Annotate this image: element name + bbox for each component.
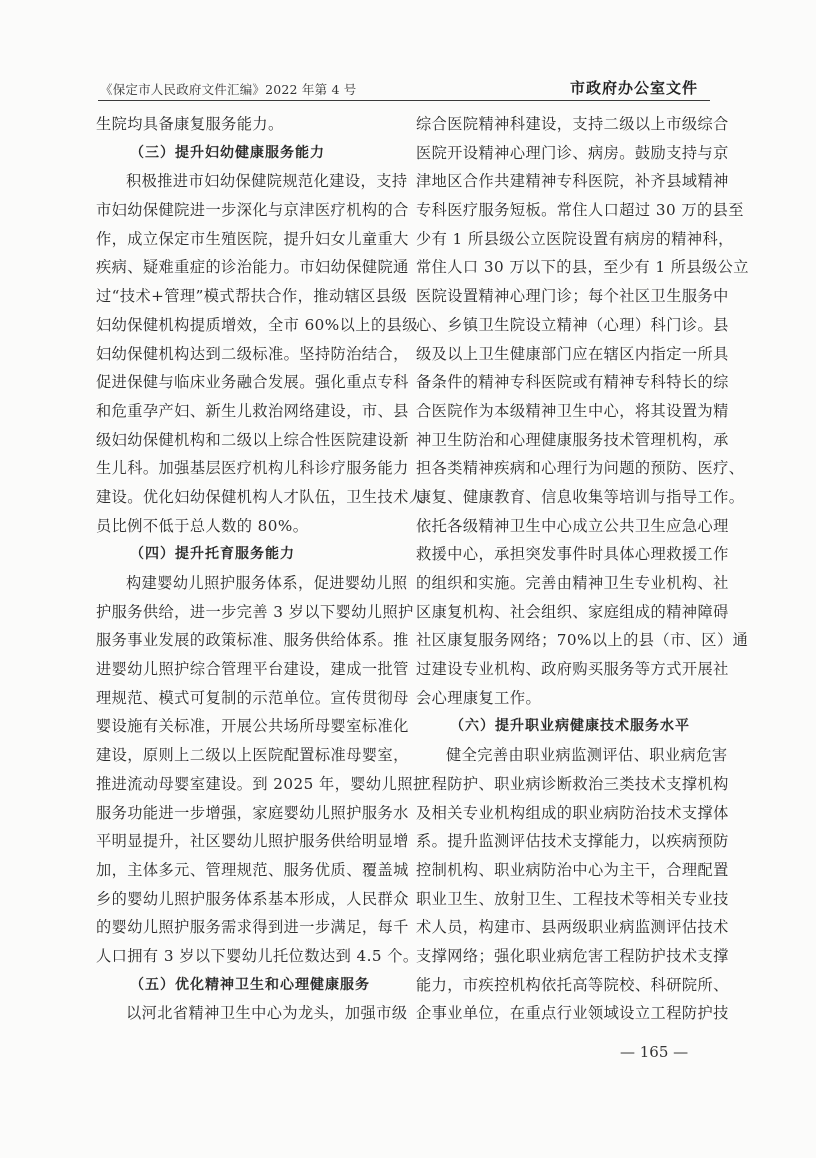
text-line: 支撑网络；强化职业病危害工程防护技术支撑	[416, 946, 729, 965]
text-line: 少有 1 所县级公立医院设置有病房的精神科，	[416, 229, 734, 248]
section-heading: （五）优化精神卫生和心理健康服务	[130, 976, 370, 993]
text-line: 生儿科。加强基层医疗机构儿科诊疗服务能力	[96, 459, 409, 478]
text-line: 婴设施有关标准，开展公共场所母婴室标准化	[96, 717, 409, 736]
text-line: 的组织和实施。完善由精神卫生专业机构、社	[416, 574, 729, 592]
text-line: 乡的婴幼儿照护服务体系基本形成，人民群众	[96, 889, 409, 908]
right-column	[416, 110, 749, 1028]
text-line: 合医院作为本级精神卫生中心，将其设置为精	[416, 401, 729, 420]
text-line: 护服务供给，进一步完善 3 岁以下婴幼儿照护	[96, 602, 414, 621]
section-heading: （六）提升职业病健康技术服务水平	[450, 718, 690, 735]
left-column	[96, 110, 429, 1028]
text-line: 救援中心，承担突发事件时具体心理救援工作	[416, 545, 729, 564]
text-line: 以河北省精神卫生中心为龙头，加强市级	[126, 1004, 408, 1023]
text-line: 加，主体多元、管理规范、服务优质、覆盖城	[96, 860, 409, 879]
text-line: 进婴幼儿照护综合管理平台建设，建成一批管	[96, 660, 409, 679]
text-line: 疾病、疑难重症的诊治能力。市妇幼保健院通	[96, 258, 409, 277]
section-heading: （四）提升托育服务能力	[130, 546, 295, 563]
text-line: 人口拥有 3 岁以下婴幼儿托位数达到 4.5 个。	[96, 946, 419, 965]
text-line: 过“技术+管理”模式帮扶合作，推动辖区县级	[96, 287, 408, 306]
text-line: 促进保健与临床业务融合发展。强化重点专科	[96, 373, 409, 392]
text-line: 担各类精神疾病和心理行为问题的预防、医疗、	[416, 459, 745, 478]
text-line: 健全完善由职业病监测评估、职业病危害	[446, 746, 728, 765]
text-line: 医院开设精神心理门诊、病房。鼓励支持与京	[416, 143, 729, 162]
text-line: 积极推进市妇幼保健院规范化建设，支持	[126, 172, 408, 191]
text-line: 职业卫生、放射卫生、工程技术等相关专业技	[416, 889, 729, 908]
text-line: 建设，原则上二级以上医院配置标准母婴室，	[96, 746, 409, 765]
text-line: 过建设专业机构、政府购买服务等方式开展社	[416, 660, 729, 679]
text-line: 和危重孕产妇、新生儿救治网络建设，市、县	[96, 401, 409, 420]
publication-title: 《保定市人民政府文件汇编》2022 年第 4 号	[100, 82, 357, 97]
text-line: 系。提升监测评估技术支撑能力，以疾病预防	[416, 832, 729, 851]
text-line: 建设。优化妇幼保健机构人才队伍，卫生技术人	[96, 487, 425, 506]
text-line: 妇幼保健机构提质增效，全市 60%以上的县级	[96, 315, 418, 334]
text-line: 专科医疗服务短板。常住人口超过 30 万的县至	[416, 201, 744, 220]
page-header	[98, 76, 710, 101]
text-line: 综合医院精神科建设，支持二级以上市级综合	[416, 115, 729, 133]
text-line: 市妇幼保健院进一步深化与京津医疗机构的合	[96, 201, 409, 220]
text-line: 及相关专业机构组成的职业病防治技术支撑体	[416, 803, 729, 822]
text-line: 推进流动母婴室建设。到 2025 年，婴幼儿照护	[96, 774, 429, 793]
text-line: 依托各级精神卫生中心成立公共卫生应急心理	[416, 516, 729, 535]
text-line: 心、乡镇卫生院设立精神（心理）科门诊。县	[416, 315, 729, 334]
text-line: 妇幼保健机构达到二级标准。坚持防治结合，	[96, 344, 409, 363]
text-line: 企事业单位，在重点行业领域设立工程防护技	[416, 1004, 729, 1023]
text-line: 理规范、模式可复制的示范单位。宣传贯彻母	[96, 688, 409, 707]
text-line: 员比例不低于总人数的 80%。	[96, 516, 309, 535]
text-line: 常住人口 30 万以下的县，至少有 1 所县级公立	[416, 258, 749, 277]
text-line: 的婴幼儿照护服务需求得到进一步满足，每千	[96, 918, 409, 937]
text-line: 级妇幼保健机构和二级以上综合性医院建设新	[96, 430, 409, 449]
text-line: 社区康复服务网络；70%以上的县（市、区）通	[416, 631, 749, 650]
page-number: — 165 —	[620, 1043, 689, 1061]
text-line: 工程防护、职业病诊断救治三类技术支撑机构	[416, 774, 729, 793]
text-line: 神卫生防治和心理健康服务技术管理机构，承	[416, 430, 729, 449]
text-line: 医院设置精神心理门诊；每个社区卫生服务中	[416, 287, 729, 306]
text-line: 会心理康复工作。	[416, 688, 542, 707]
text-line: 备条件的精神专科医院或有精神专科特长的综	[416, 373, 729, 392]
text-line: 生院均具备康复服务能力。	[96, 115, 284, 133]
text-line: 作，成立保定市生殖医院，提升妇女儿童重大	[96, 229, 409, 248]
text-line: 区康复机构、社会组织、家庭组成的精神障碍	[416, 602, 729, 621]
text-line: 平明显提升，社区婴幼儿照护服务供给明显增	[96, 832, 409, 851]
text-line: 构建婴幼儿照护服务体系，促进婴幼儿照	[126, 574, 408, 592]
text-line: 津地区合作共建精神专科医院，补齐县域精神	[416, 172, 729, 191]
text-line: 康复、健康教育、信息收集等培训与指导工作。	[416, 487, 745, 506]
section-heading: （三）提升妇幼健康服务能力	[130, 144, 325, 161]
text-line: 术人员，构建市、县两级职业病监测评估技术	[416, 918, 729, 937]
text-line: 能力，市疾控机构依托高等院校、科研院所、	[416, 975, 729, 994]
section-title: 市政府办公室文件	[569, 79, 698, 97]
text-line: 服务事业发展的政策标准、服务供给体系。推	[96, 631, 409, 650]
text-line: 级及以上卫生健康部门应在辖区内指定一所具	[416, 344, 729, 363]
text-line: 控制机构、职业病防治中心为主干，合理配置	[416, 860, 729, 879]
text-line: 服务功能进一步增强，家庭婴幼儿照护服务水	[96, 803, 409, 822]
